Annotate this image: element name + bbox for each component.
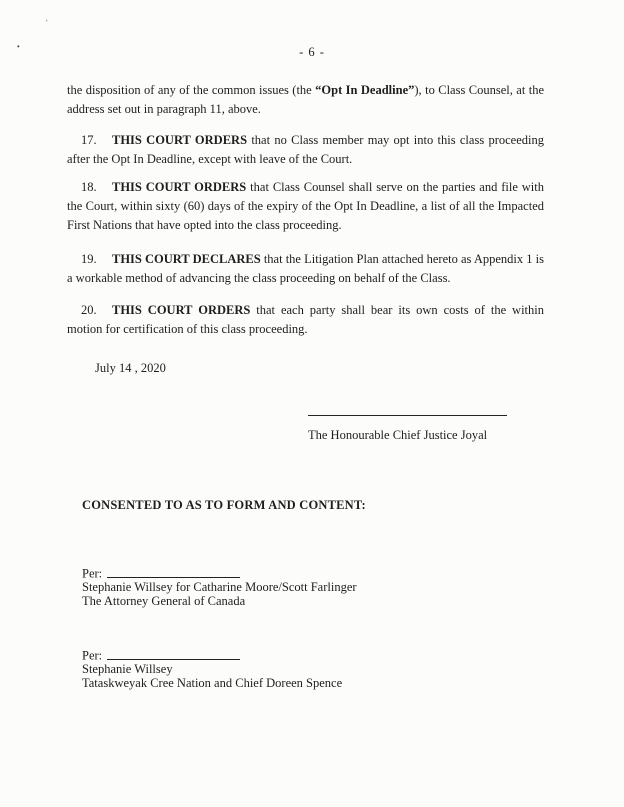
paragraph-intro-continuation xyxy=(67,81,544,119)
per-label: Per: xyxy=(82,648,103,663)
intro-text-pre: the disposition of any of the common issues (the xyxy=(67,83,316,97)
paragraph-17-text: that no Class member may opt into this class proceeding after the Opt In Deadline, except with leave of the Court. xyxy=(67,133,544,166)
per-label: Per: xyxy=(82,566,103,581)
opt-in-deadline-term: “Opt In Deadline” xyxy=(315,83,415,97)
judge-signature-line xyxy=(308,403,507,416)
paragraph-20 xyxy=(67,301,544,339)
paragraph-18-number: 18. xyxy=(81,180,97,194)
paragraph-18-order-phrase: THIS COURT ORDERS xyxy=(112,180,247,194)
paragraph-20-number: 20. xyxy=(81,303,97,317)
per-row xyxy=(82,648,342,663)
paragraph-20-text: that each party shall bear its own costs of the within motion for certification of this class proceeding. xyxy=(67,303,545,336)
paragraph-20-order-phrase: THIS COURT ORDERS xyxy=(112,303,251,317)
paragraph-17-order-phrase: THIS COURT ORDERS xyxy=(112,133,248,147)
signatory-role: Tataskweyak Cree Nation and Chief Doreen Spence xyxy=(82,675,343,690)
signature-block-tataskweyak xyxy=(82,648,342,690)
signatory-name: Stephanie Willsey xyxy=(82,662,173,677)
paragraph-19-text: that the Litigation Plan attached hereto as Appendix 1 is a workable method of advancing the class proceeding on behalf of the Class. xyxy=(67,252,544,285)
paragraph-19-declare-phrase: THIS COURT DECLARES xyxy=(112,252,261,266)
order-date: July 14 , 2020 xyxy=(95,361,166,375)
paragraph-18-text: that Class Counsel shall serve on the parties and file with the Court, within sixty (60) days of the expiry of the Opt In Deadline, a list of all the Impacted First Nations that have opted into the class proceeding. xyxy=(67,180,544,232)
consent-heading: CONSENTED TO AS TO FORM AND CONTENT: xyxy=(82,498,366,512)
signatory-role: The Attorney General of Canada xyxy=(82,593,246,608)
signature-underline xyxy=(107,566,240,578)
paragraph-17 xyxy=(67,131,544,169)
paragraph-17-number: 17. xyxy=(81,133,97,147)
intro-text-post: ), to Class Counsel, at the address set out in paragraph 11, above. xyxy=(67,83,544,116)
paragraph-18 xyxy=(67,178,544,235)
signature-underline xyxy=(107,648,240,660)
scan-speck-mark: • xyxy=(16,41,21,52)
judge-signature-caption: The Honourable Chief Justice Joyal xyxy=(308,428,488,442)
page-number: - 6 - xyxy=(299,45,325,59)
paragraph-19 xyxy=(67,250,544,288)
per-row xyxy=(82,566,357,581)
signatory-name: Stephanie Willsey for Catharine Moore/Scott Farlinger xyxy=(82,580,357,595)
scan-speck-mark: ’ xyxy=(44,17,49,28)
signature-block-attorney-general xyxy=(82,566,357,608)
paragraph-19-number: 19. xyxy=(81,252,97,266)
